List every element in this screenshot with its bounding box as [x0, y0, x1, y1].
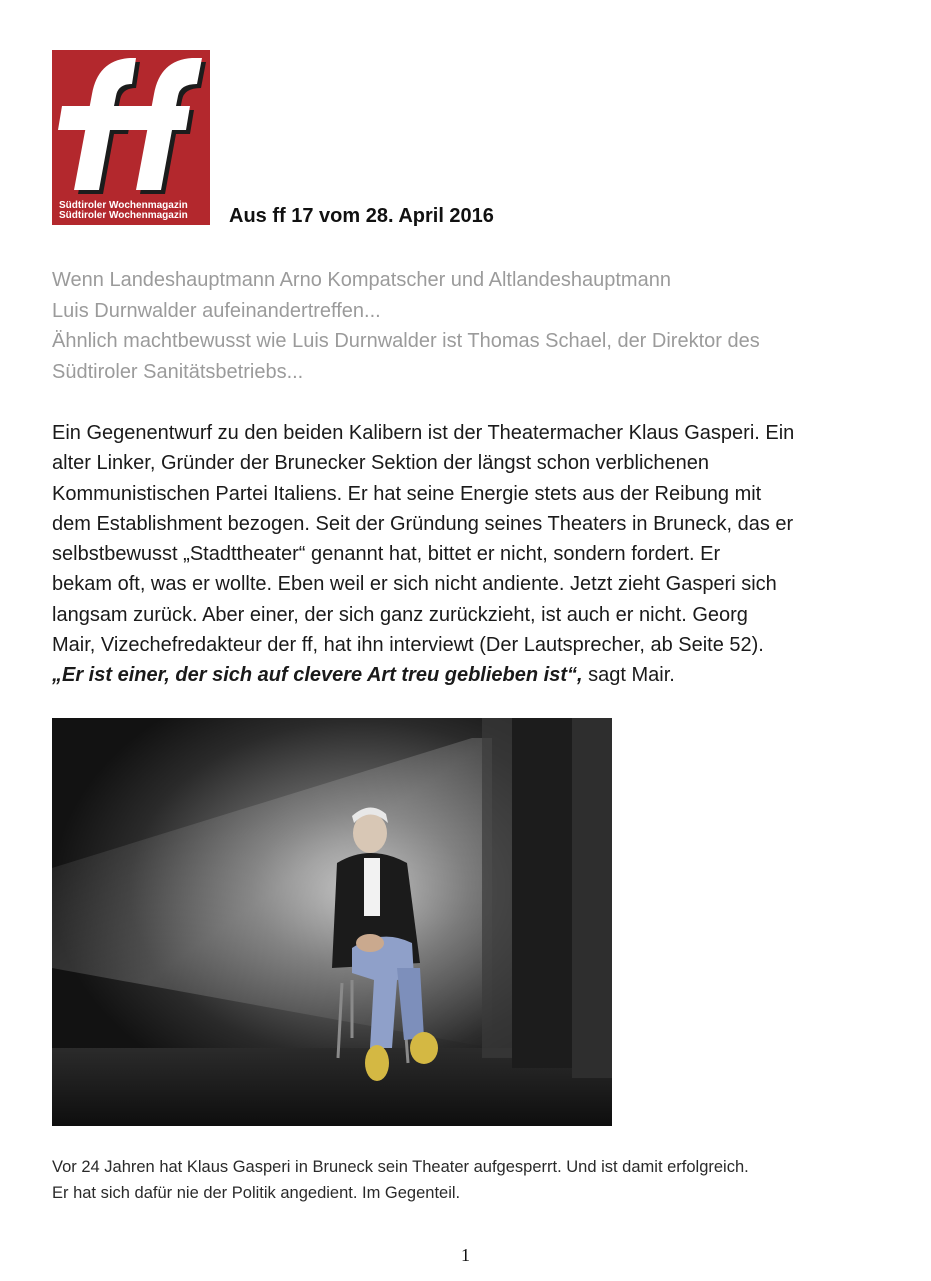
photo-caption: [52, 1154, 912, 1206]
page-number: 1: [461, 1245, 470, 1265]
body-line: Mair, Vizechefredakteur der ff, hat ihn interviewt (Der Lautsprecher, ab Seite 52).: [52, 634, 764, 657]
ff-logo-graphic: [52, 50, 210, 225]
teaser-line: Wenn Landeshauptmann Arno Kompatscher und Altlandeshauptmann: [52, 269, 671, 291]
quote-line: [52, 660, 902, 690]
caption-line: Er hat sich dafür nie der Politik angedient. Im Gegenteil.: [52, 1184, 461, 1202]
ff-logo: [52, 50, 210, 225]
quote-attribution: sagt Mair.: [582, 664, 675, 687]
teaser-line: Südtiroler Sanitätsbetriebs...: [52, 360, 304, 383]
body-line: Ein Gegenentwurf zu den beiden Kalibern ist der Theatermacher Klaus Gasperi. Ein: [52, 422, 795, 444]
issue-line: Aus ff 17 vom 28. April 2016: [229, 205, 494, 227]
photo-illustration: [52, 718, 612, 1126]
teaser-line: Ähnlich machtbewusst wie Luis Durnwalder ist Thomas Schael, der Direktor des: [52, 330, 760, 352]
body-line: langsam zurück. Aber einer, der sich ganz zurückzieht, ist auch er nicht. Georg: [52, 603, 748, 626]
body-line: dem Establishment bezogen. Seit der Gründung seines Theaters in Bruneck, das er: [52, 512, 794, 535]
logo-tagline-line: Südtiroler Wochenmagazin: [59, 210, 188, 221]
body-line: Kommunistischen Partei Italiens. Er hat seine Energie stets aus der Reibung mit: [52, 482, 762, 505]
body-line: alter Linker, Gründer der Brunecker Sektion der längst schon verblichenen: [52, 452, 710, 475]
body-paragraph: [52, 418, 902, 691]
caption-line: Vor 24 Jahren hat Klaus Gasperi in Bruneck sein Theater aufgesperrt. Und ist damit erfolgreich.: [52, 1158, 749, 1176]
logo-tagline: [59, 201, 206, 221]
teaser-line: Luis Durnwalder aufeinandertreffen...: [52, 299, 381, 322]
pull-quote: „Er ist einer, der sich auf clevere Art treu geblieben ist“,: [52, 664, 583, 687]
body-line: bekam oft, was er wollte. Eben weil er sich nicht andiente. Jetzt zieht Gasperi sich: [52, 573, 777, 596]
logo-tagline-line: Südtiroler Wochenmagazin: [59, 200, 188, 211]
teaser-paragraph: [52, 265, 902, 387]
body-line: selbstbewusst „Stadttheater“ genannt hat, bittet er nicht, sondern fordert. Er: [52, 543, 721, 566]
portrait-photo: [52, 718, 612, 1126]
